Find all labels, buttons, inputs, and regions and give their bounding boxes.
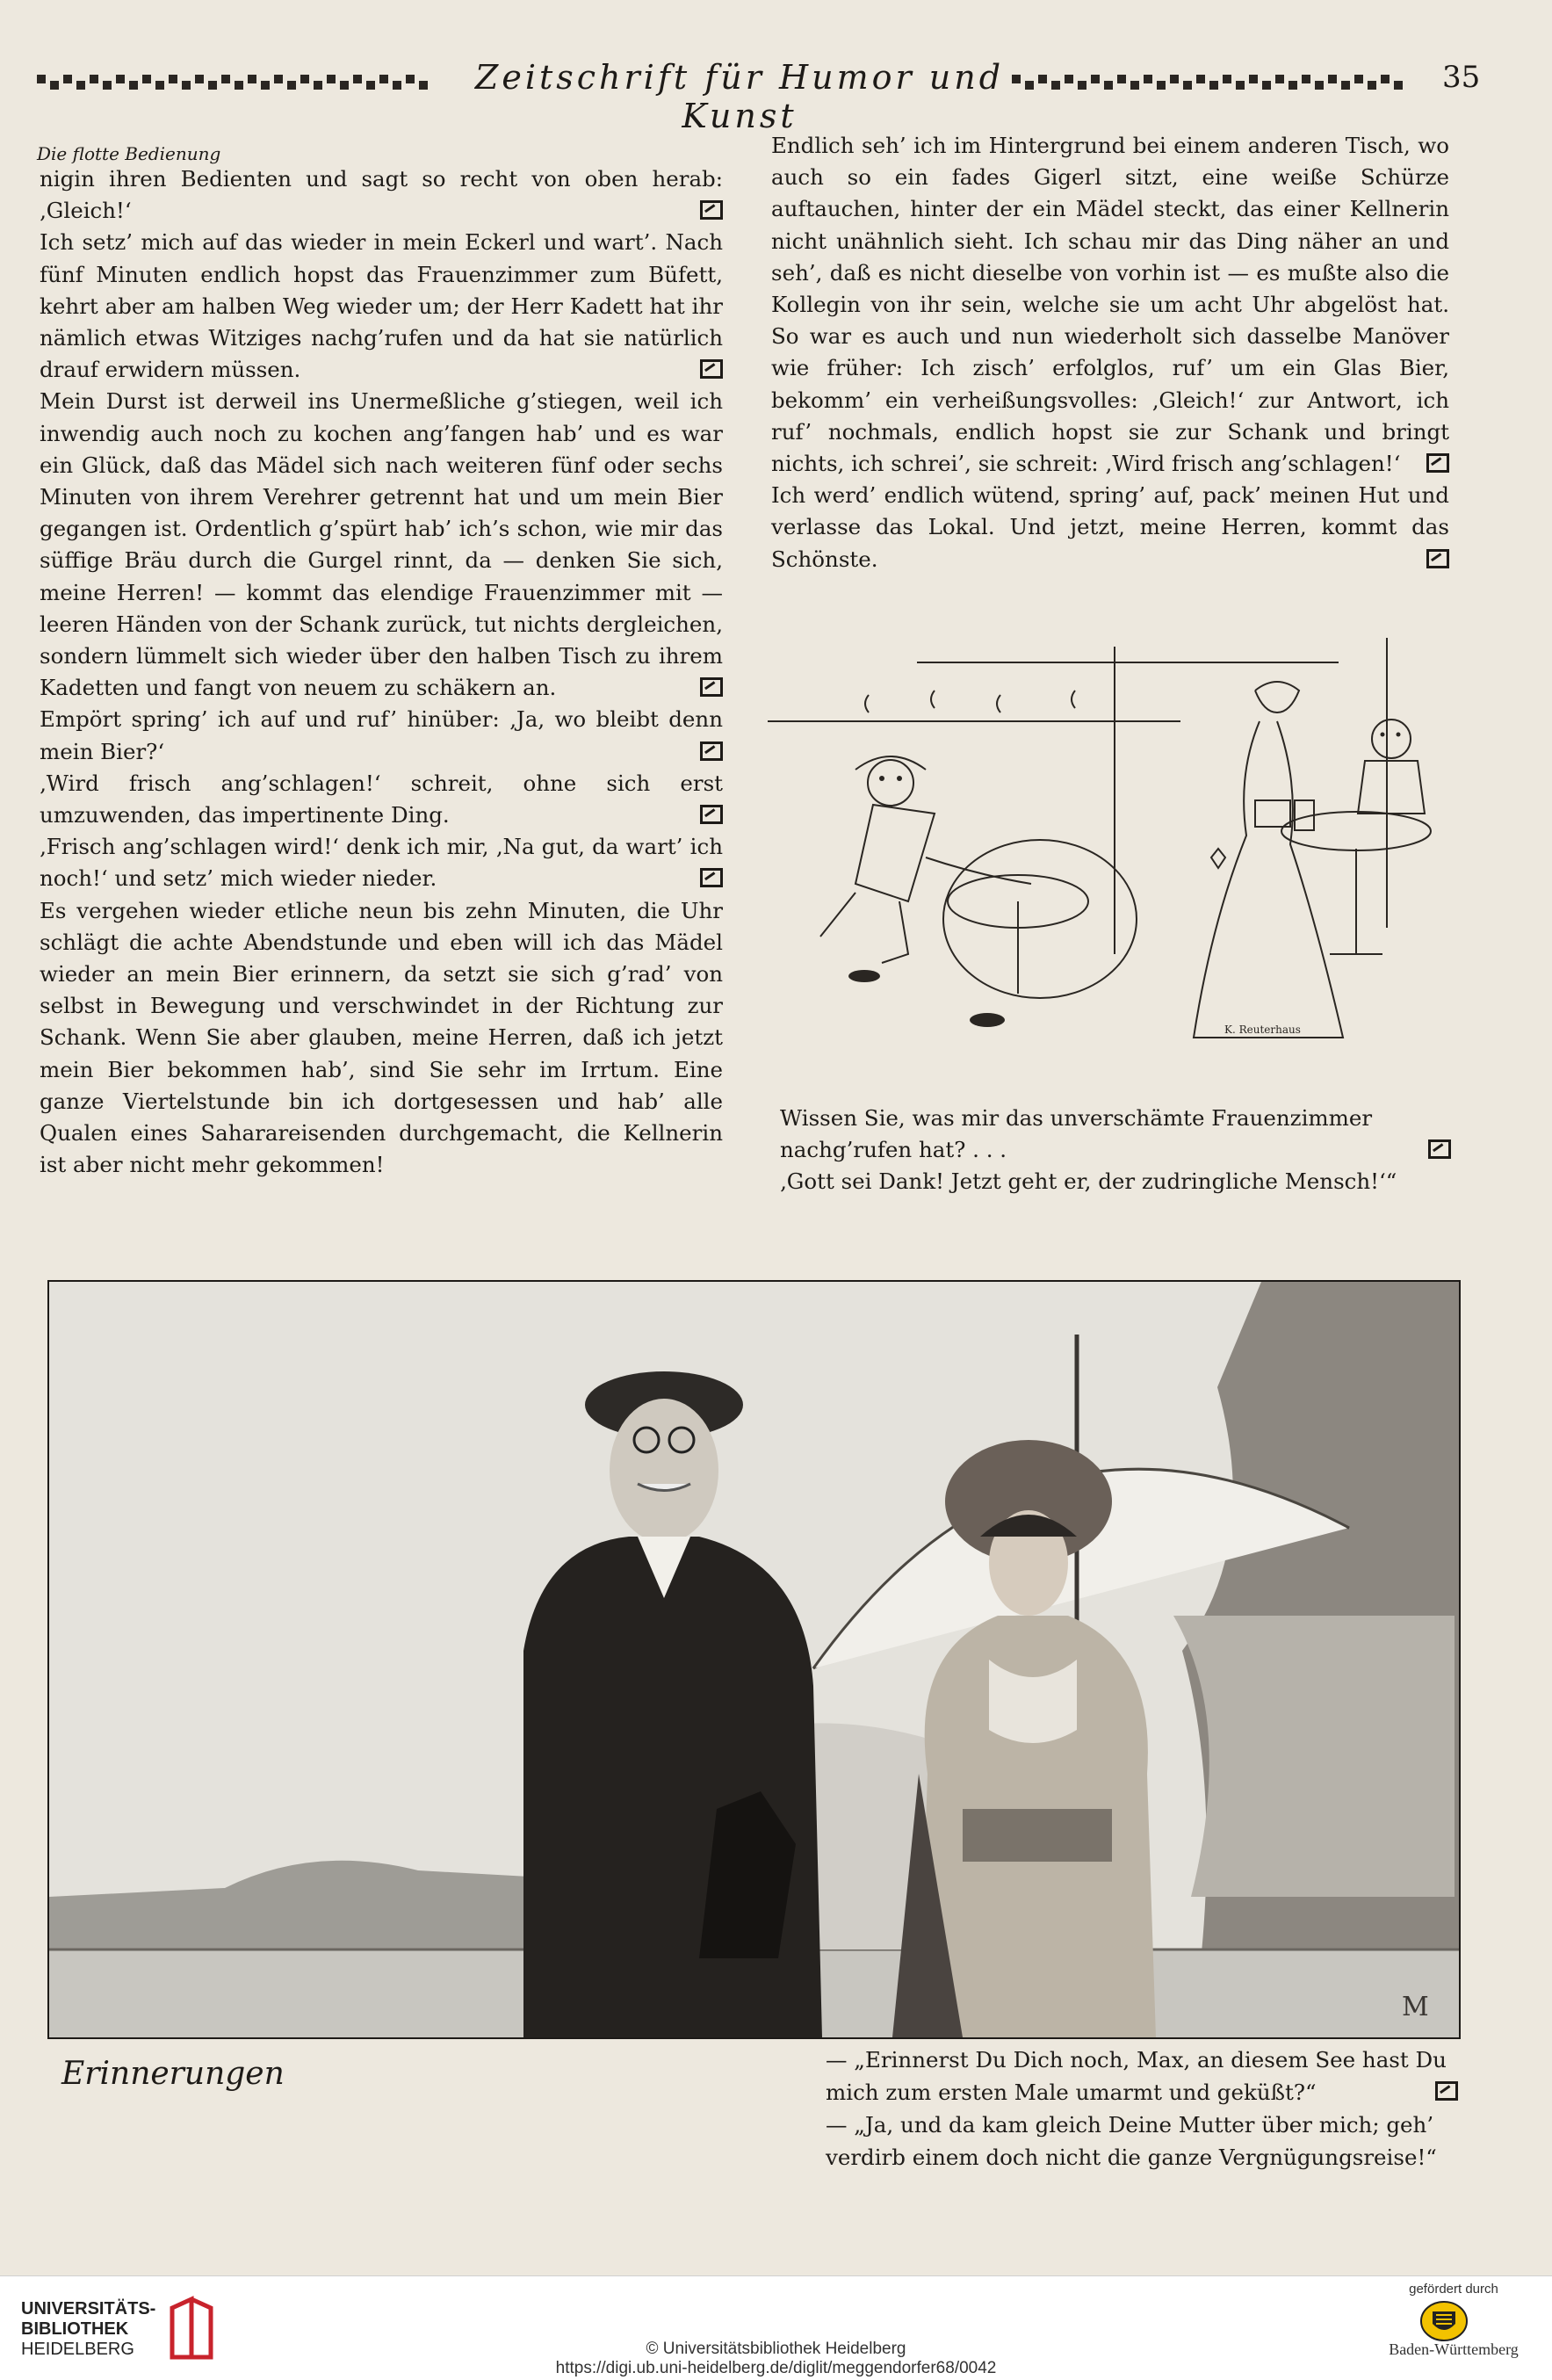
illustration-caption <box>826 2044 1458 2174</box>
baden-wuerttemberg-crest-icon <box>1420 2301 1468 2341</box>
paragraph: Es vergehen wieder etliche neun bis zehn Minuten, die Uhr schlägt die achte Abendstunde und eben will ich das Mädel wieder an mein Bier erinnern, da setzt sie sich g’rad’ von selbst in Bewegung und verschwindet in der Richtung zur Schank. Wenn Sie aber glauben, meine Herren, daß ich jetzt mein Bier bekommen hab’, sind Sie sehr im Irrtum. Eine ganze Viertelstunde bin ich dortgesessen und hab’ alle Qualen eines Saharareisenden durchgemacht, die Kellnerin ist aber nicht mehr gekommen! <box>40 897 723 1178</box>
paragraph-mark-icon <box>700 741 723 761</box>
paragraph-mark-icon <box>1426 549 1449 568</box>
page-number: 35 <box>1442 60 1481 95</box>
sponsor-name: Baden-Württemberg <box>1389 2340 1519 2358</box>
paragraph: Ich werd’ endlich wütend, spring’ auf, pack’ meinen Hut und verlasse das Lokal. Und jetzt, meine Herren, kommt das Schönste. <box>771 482 1449 572</box>
sponsor-block <box>1370 2282 1537 2359</box>
copyright-notice <box>0 2340 1552 2378</box>
copyright-text: © Universitätsbibliothek Heidelberg <box>646 2340 906 2358</box>
paragraph-mark-icon <box>1428 1139 1451 1159</box>
caption-line: — „Erinnerst Du Dich noch, Max, an diesem See hast Du mich zum ersten Male umarmt und geküßt?“ <box>826 2044 1458 2109</box>
paragraph: nigin ihren Bedienten und sagt so recht von oben herab: ‚Gleich!‘ <box>40 166 723 224</box>
left-column <box>40 163 723 1182</box>
sketch-signature: K. Reuterhaus <box>1224 1024 1301 1036</box>
paragraph-mark-icon <box>1426 453 1449 473</box>
sponsor-label: gefördert durch <box>1409 2282 1498 2297</box>
paragraph-mark-icon <box>700 868 723 887</box>
paragraph-mark-icon <box>700 677 723 697</box>
source-url-link[interactable]: https://digi.ub.uni-heidelberg.de/diglit/meggendorfer68/0042 <box>555 2359 997 2377</box>
paragraph: Mein Durst ist derweil ins Unermeßliche g’stiegen, weil ich inwendig auch noch zu kochen ang’fangen hab’ und es war ein Glück, daß das Mädel sich nach weiteren fünf oder sechs Minuten von ihrem Verehrer getrennt hat und um mein Bier gegangen ist. Ordentlich g’spürt hab’ ich’s schon, wie mir das süffige Bräu durch die Gurgel rinnt, da — denken Sie sich, meine Herren! — kommt das elendige Frauenzimmer mit — leeren Händen von der Schank zurück, tut nichts dergleichen, sondern lümmelt sich wieder über den halben Tisch zu ihrem Kadetten und fangt von neuem zu schäkern an. <box>40 388 723 701</box>
couple-with-umbrella-illustration <box>47 1280 1461 2039</box>
library-name-line: UNIVERSITÄTS- <box>21 2299 156 2319</box>
journal-title: Zeitschrift für Humor und Kunst <box>474 58 1005 135</box>
paragraph: Endlich seh’ ich im Hintergrund bei einem anderen Tisch, wo auch so ein fades Gigerl sitzt, eine weiße Schürze auftauchen, hinter der ein Mädel steckt, das einer Kellnerin nicht unähnlich sieht. Ich schau mir das Ding näher an und seh’, daß es nicht dieselbe von vorhin ist — es mußte also die Kollegin von ihr sein, welche sie um acht Uhr abgelöst hat. So war es auch und nun wiederholt sich dasselbe Manöver wie früher: Ich zisch’ erfolglos, ruf’ um ein Glas Bier, bekomm’ ein verheißungsvolles: ‚Gleich!‘ zur Antwort, ich ruf’ nochmals, endlich hopst sie zur Schank und bringt nichts, ich schrei’, sie schreit: ‚Wird frisch ang’schlagen!‘ <box>771 133 1449 477</box>
paragraph: ‚Wird frisch ang’schlagen!‘ schreit, ohne sich erst umzuwenden, das impertinente Ding. <box>40 770 723 828</box>
paragraph-mark-icon <box>700 200 723 220</box>
paragraph: Ich setz’ mich auf das wieder in mein Eckerl und wart’. Nach fünf Minuten endlich hopst das Frauenzimmer zum Büfett, kehrt aber am halben Weg wieder um; der Herr Kadett hat ihr nämlich etwas Witziges nachg’rufen und da hat sie natürlich drauf erwidern müssen. <box>40 229 723 383</box>
library-name-line: HEIDELBERG <box>21 2340 134 2359</box>
right-column <box>771 130 1449 575</box>
library-name-line: BIBLIOTHEK <box>21 2319 129 2339</box>
paragraph-mark-icon <box>1435 2081 1458 2101</box>
header-ornament-right <box>1012 70 1433 88</box>
paragraph-mark-icon <box>700 359 723 379</box>
sketch-caption <box>780 1103 1451 1197</box>
caption-line: ‚Gott sei Dank! Jetzt geht er, der zudringliche Mensch!‘“ <box>780 1168 1397 1194</box>
header-ornament-left <box>37 70 458 88</box>
caption-line: — „Ja, und da kam gleich Deine Mutter über mich; geh’ verdirb einem doch nicht die ganze Vergnügungsreise!“ <box>826 2112 1437 2170</box>
paragraph: ‚Frisch ang’schlagen wird!‘ denk ich mir, ‚Na gut, da wart’ ich noch!‘ und setz’ mich wieder nieder. <box>40 834 723 892</box>
footer-bar <box>0 2275 1552 2380</box>
cafe-sketch-illustration <box>768 638 1451 1051</box>
illustration-title: Erinnerungen <box>61 2056 285 2092</box>
illustration-monogram: M <box>1402 1992 1429 2022</box>
page-header <box>37 58 1481 135</box>
paragraph: Empört spring’ ich auf und ruf’ hinüber: ‚Ja, wo bleibt denn mein Bier?‘ <box>40 706 723 764</box>
caption-line: Wissen Sie, was mir das unverschämte Frauenzimmer nachg’rufen hat? . . . <box>780 1103 1451 1166</box>
paragraph-mark-icon <box>700 805 723 824</box>
section-label: Die flotte Bedienung <box>37 143 221 164</box>
